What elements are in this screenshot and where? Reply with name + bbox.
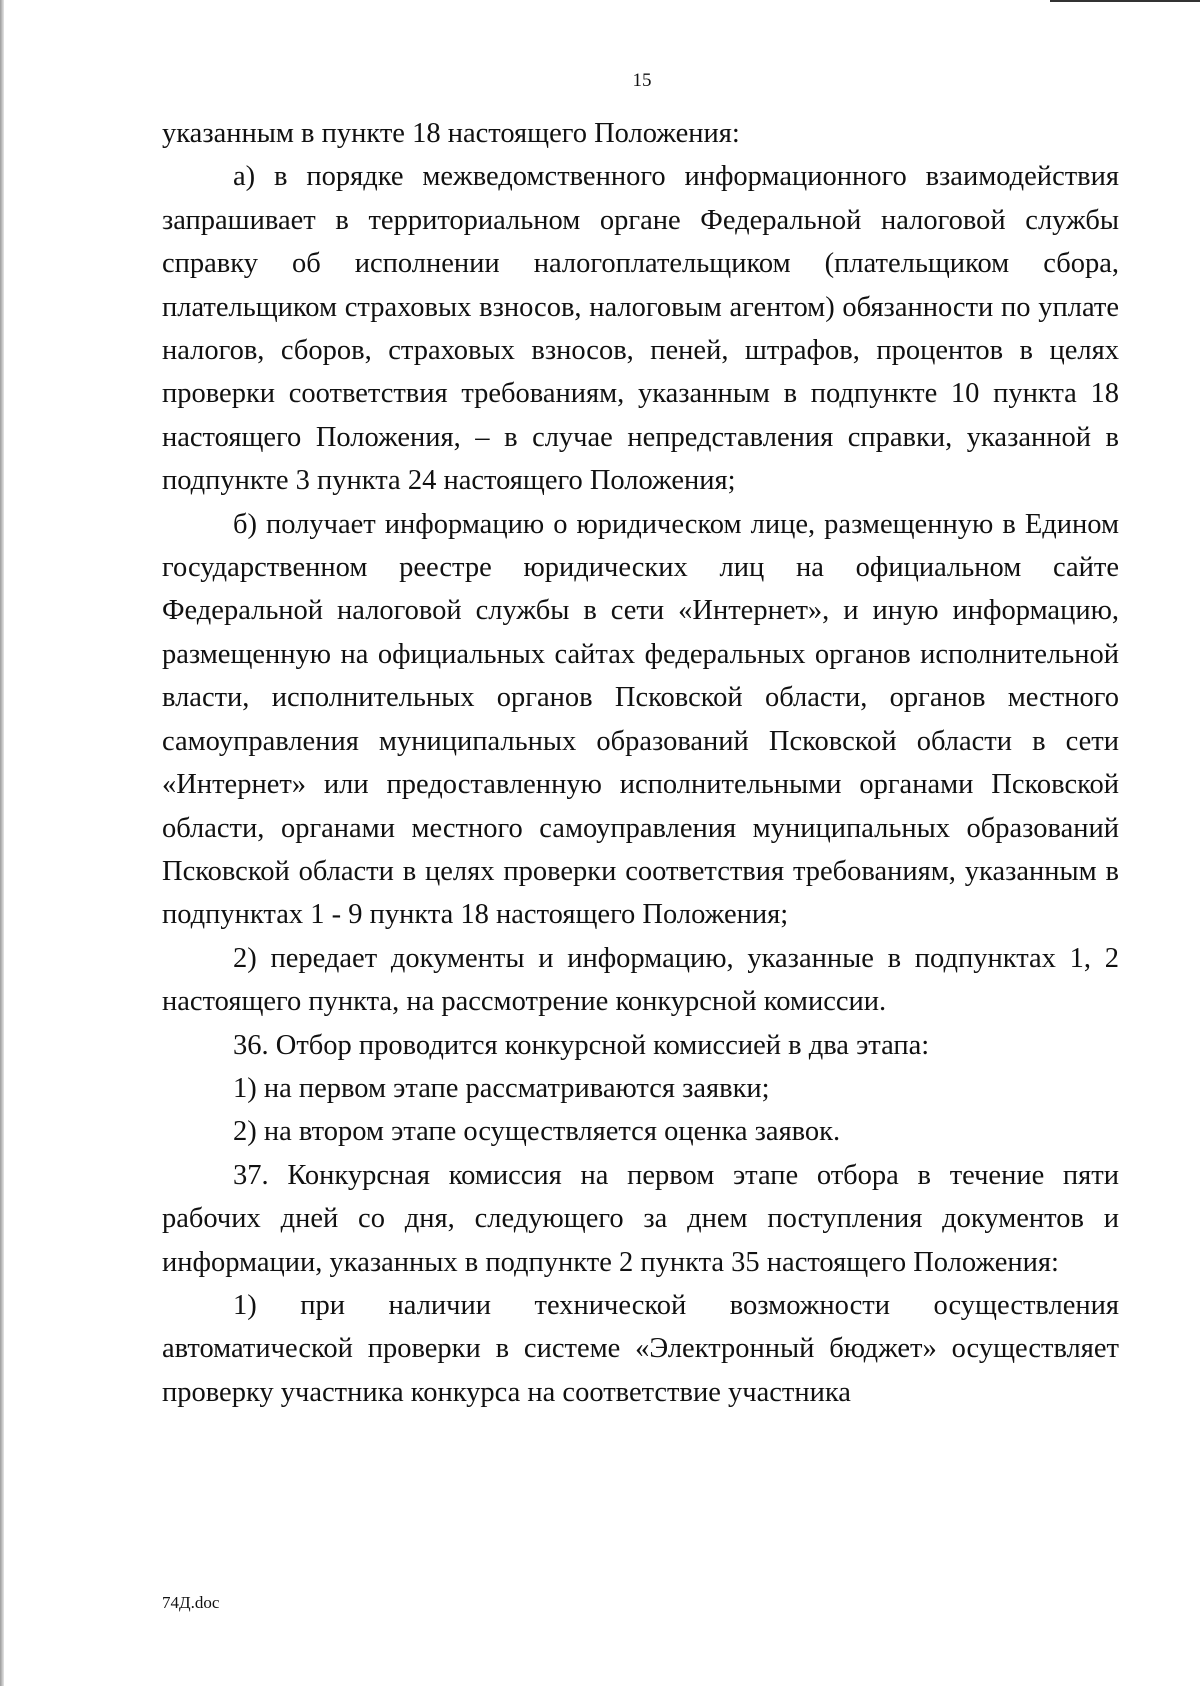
paragraph-subitem-2: 2) передает документы и информацию, указанные в подпунктах 1, 2 настоящего пункта, на рассмотрение конкурсной комиссии. bbox=[162, 942, 1119, 1018]
paragraph-37-item-1: 1) при наличии технической возможности осуществления автоматической проверки в системе «Электронный бюджет» осуществляет проверку участника конкурса на соответствие участника bbox=[162, 1289, 1119, 1408]
paragraph-36-item-1: 1) на первом этапе рассматриваются заявки; bbox=[233, 1072, 770, 1104]
paragraph-37: 37. Конкурсная комиссия на первом этапе отбора в течение пяти рабочих дней со дня, следующего за днем поступления документов и информации, указанных в подпункте 2 пункта 35 настоящего Положения: bbox=[162, 1159, 1119, 1278]
scan-edge-left bbox=[0, 0, 4, 1686]
paragraph-subitem-a: а) в порядке межведомственного информационного взаимодействия запрашивает в территориальном органе Федеральной налоговой службы справку об исполнении налогоплательщиком (плательщиком сбора, плательщиком страховых взносов, налоговым агентом) обязанности по уплате налогов, сборов, страховых взносов, пеней, штрафов, процентов в целях проверки соответствия требованиям, указанным в подпункте 10 пункта 18 настоящего Положения, – в случае непредставления справки, указанной в подпункте 3 пункта 24 настоящего Положения; bbox=[162, 161, 1119, 497]
page-number: 15 bbox=[632, 70, 652, 91]
paragraph-subitem-b: б) получает информацию о юридическом лице, размещенную в Едином государственном реестре юридических лиц на официальном сайте Федеральной налоговой службы в сети «Интернет», и иную информацию, размещенную на официальных сайтах федеральных органов исполнительной власти, исполнительных органов Псковской области, органов местного самоуправления муниципальных образований Псковской области в сети «Интернет» или предоставленную исполнительными органами Псковской области, органами местного самоуправления муниципальных образований Псковской области в целях проверки соответствия требованиям, указанным в подпунктах 1 - 9 пункта 18 настоящего Положения; bbox=[162, 508, 1119, 931]
paragraph-36-item-2: 2) на втором этапе осуществляется оценка заявок. bbox=[233, 1116, 841, 1148]
scan-edge-top bbox=[1050, 0, 1200, 2]
document-body bbox=[162, 112, 1119, 1414]
footer-filename: 74Д.doc bbox=[162, 1593, 220, 1612]
paragraph-36: 36. Отбор проводится конкурсной комиссией в два этапа: bbox=[233, 1029, 930, 1061]
paragraph-continuation: указанным в пункте 18 настоящего Положения: bbox=[162, 118, 740, 149]
